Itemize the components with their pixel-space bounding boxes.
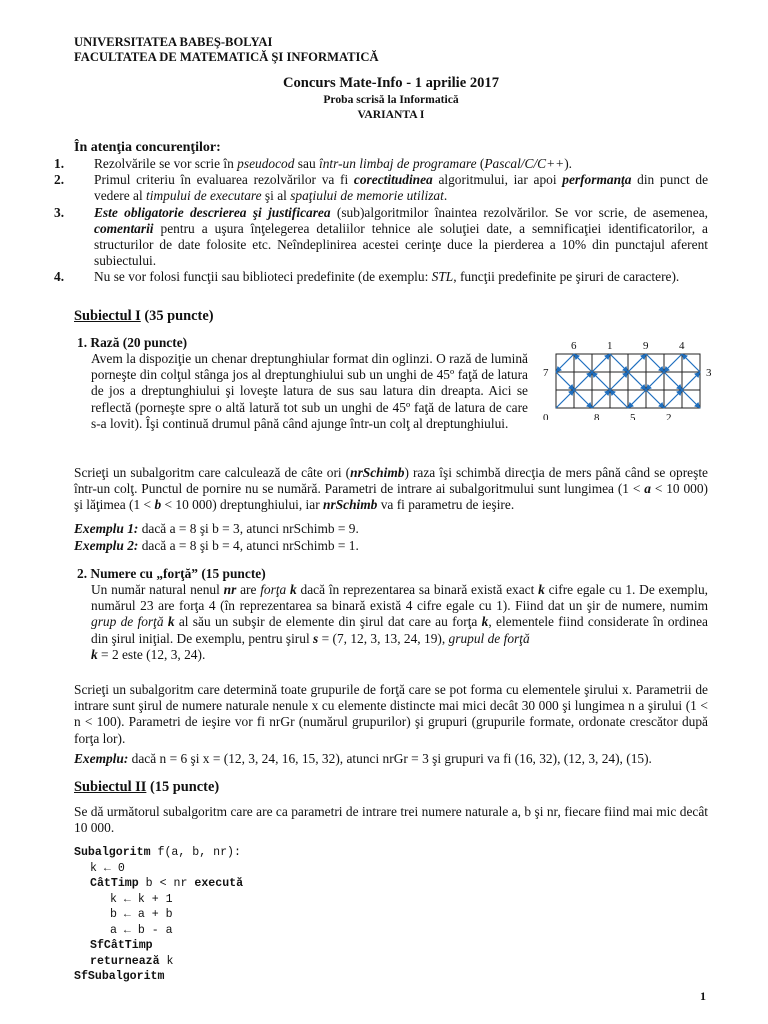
code-line: CâtTimp b < nr execută <box>90 877 244 890</box>
ray-segment <box>556 372 574 390</box>
ray-segment <box>574 372 592 390</box>
problem2-example: Exemplu: dacă n = 6 şi x = (12, 3, 24, 16, 15, 32), atunci nrGr = 3 şi grupuri va fi (16, 32), (12, 3, 24), (15). <box>74 751 652 766</box>
ray-segment <box>592 390 610 408</box>
ray-segment <box>556 390 574 408</box>
figure-label-top: 1 <box>607 340 613 352</box>
code-line: returnează k <box>90 954 174 968</box>
figure-label-right: 3 <box>706 367 712 379</box>
university-name: UNIVERSITATEA BABEŞ-BOLYAI <box>74 35 273 49</box>
subject2-intro: Se dă următorul subalgoritm care are ca parametri de intrare trei numere naturale a, b şi nr, fiecare fiind mai mic decât 10 000. <box>74 804 708 836</box>
faculty-name: FACULTATEA DE MATEMATICĂ ŞI INFORMATICĂ <box>74 50 379 64</box>
attention-item-3: 3. Este obligatorie descrierea şi justificarea (sub)algoritmilor înaintea rezolvărilor. Se vor scrie, de asemenea, comentarii pentru a uşura înţelegerea detaliilor tehnice ale soluţiei date, a semnificaţiei identificatorilor, a structurilor de date folosite etc. Neîndeplinirea acestei cerinţe duce la pierderea a 10% din punctajul aferent subiectului. <box>54 204 708 269</box>
ray-segment <box>592 372 610 390</box>
variant-title: VARIANTA I <box>357 108 425 121</box>
ray-segment <box>682 390 700 408</box>
problem2-task: Scrieţi un subalgoritm care determină toate grupurile de forţă care se pot forma cu elementele şirului x. Parametrii de intrare sunt şirul de numere naturale nenule x cu elemente distincte mai mici decât 30 000 şi lungimea n a şirului (1 < n < 100). Parametri de ieşire vor fi nrGr (numărul grupurilor) şi grupuri (grupurile formate, ordonate crescător după forţa lor). <box>74 682 708 746</box>
figure-label-top: 4 <box>679 340 685 352</box>
ray-segment <box>628 390 646 408</box>
problem2-body: Un număr natural nenul nr are forţa k dacă în reprezentarea sa binară există exact k cifre egale cu 1. De exemplu, numărul 23 are forţa 4 (în reprezentarea sa binară există 4 cifre egale cu 1). Fiind dat un şir de numere, numim grup de forţă k al său un subşir de elemente din şirul dat care au forţa k, elementele fiind considerate în ordinea din şirul iniţial. De exemplu, pentru şirul s = (7, 12, 3, 13, 24, 19), grupul de forţă k = 2 este (12, 3, 24). <box>91 582 708 662</box>
code-line: Subalgoritm f(a, b, nr): <box>74 846 241 859</box>
ray-segment <box>682 372 700 390</box>
problem1-task: Scrieţi un subalgoritm care calculează de câte ori (nrSchimb) raza îşi schimbă direcţia de mers până când se opreşte într-un colţ. Punctul de pornire nu se numără. Parametri de intrare ai subalgoritmului sunt lungimea (1 < a < 10 000) şi lăţimea (1 < b < 10 000) dreptunghiului, iar nrSchimb va fi parametru de ieşire. <box>74 465 709 513</box>
code-line: SfSubalgoritm <box>74 970 165 983</box>
ray-segment <box>646 372 664 390</box>
figure-label-top: 6 <box>571 340 577 352</box>
figure-label-bottom: 2 <box>666 412 672 420</box>
pseudocode-block <box>74 845 243 985</box>
ray-segment <box>610 354 628 372</box>
attention-item-1: 1. Rezolvările se vor scrie în pseudocod sau într-un limbaj de programare (Pascal/C/C++). <box>54 156 572 171</box>
problem1-example1: Exemplu 1: dacă a = 8 şi b = 3, atunci nrSchimb = 9. <box>74 521 359 536</box>
ray-segment <box>628 372 646 390</box>
ray-segment <box>682 354 700 372</box>
problem1-title: 1. Rază (20 puncte) <box>77 335 188 350</box>
ray-segment <box>574 354 592 372</box>
ray-segment <box>664 354 682 372</box>
attention-item-4: 4. Nu se vor folosi funcţii sau biblioteci predefinite (de exemplu: STL, funcţii predefinite pe şiruri de caractere). <box>54 269 680 285</box>
subject2-heading: Subiectul II (15 puncte) <box>74 779 220 795</box>
ray-segment <box>646 354 664 372</box>
problem1-body: Avem la dispoziţie un chenar dreptunghiular format din oglinzi. O rază de lumină porneşte din colţul stânga jos al dreptunghiului sub un unghi de 45º faţă de latura de jos a dreptunghiului şi loveşte latura de sus sau latura din dreapta. Aici se reflectă (porneşte spre o altă latură tot sub un unghi de 45º faţă de latura de care s-a lovit). Îşi continuă drumul până când ajunge într-un colţ al dreptunghiului. <box>91 351 528 431</box>
mirror-ray-figure <box>538 336 718 420</box>
ray-segment <box>610 390 628 408</box>
attention-heading: În atenţia concurenţilor: <box>74 140 221 155</box>
attention-item-2: 2. Primul criteriu în evaluarea rezolvărilor va fi corectitudinea algoritmului, iar apoi performanţa din punct de vedere al timpului de executare şi al spaţiului de memorie utilizat. <box>54 172 709 204</box>
figure-label-bottom: 5 <box>630 412 636 420</box>
ray-segment <box>646 390 664 408</box>
exam-title: Proba scrisă la Informatică <box>323 93 459 106</box>
ray-segment <box>556 354 574 372</box>
contest-title: Concurs Mate-Info - 1 aprilie 2017 <box>282 75 500 91</box>
figure-label-bottom: 8 <box>594 412 600 420</box>
page-number: 1 <box>700 989 706 1003</box>
code-line: k ← k + 1 <box>110 892 173 906</box>
attention-section <box>54 139 709 286</box>
code-line: k ← 0 <box>90 861 125 875</box>
subject1-heading: Subiectul I (35 puncte) <box>74 308 214 324</box>
code-line: b ← a + b <box>110 908 173 921</box>
ray-segment <box>574 390 592 408</box>
code-line: a ← b - a <box>110 923 173 937</box>
ray-segment <box>592 354 610 372</box>
ray-segment <box>664 390 682 408</box>
ray-segment <box>628 354 646 372</box>
figure-label-left: 7 <box>543 367 549 379</box>
code-line: SfCâtTimp <box>90 939 153 952</box>
figure-label-top: 9 <box>643 340 649 352</box>
problem2-title: 2. Numere cu „forţă” (15 puncte) <box>77 566 266 581</box>
ray-segment <box>664 372 682 390</box>
figure-label-bottom: 0 <box>543 412 549 420</box>
problem1-example2: Exemplu 2: dacă a = 8 şi b = 4, atunci nrSchimb = 1. <box>74 538 359 553</box>
ray-segment <box>610 372 628 390</box>
